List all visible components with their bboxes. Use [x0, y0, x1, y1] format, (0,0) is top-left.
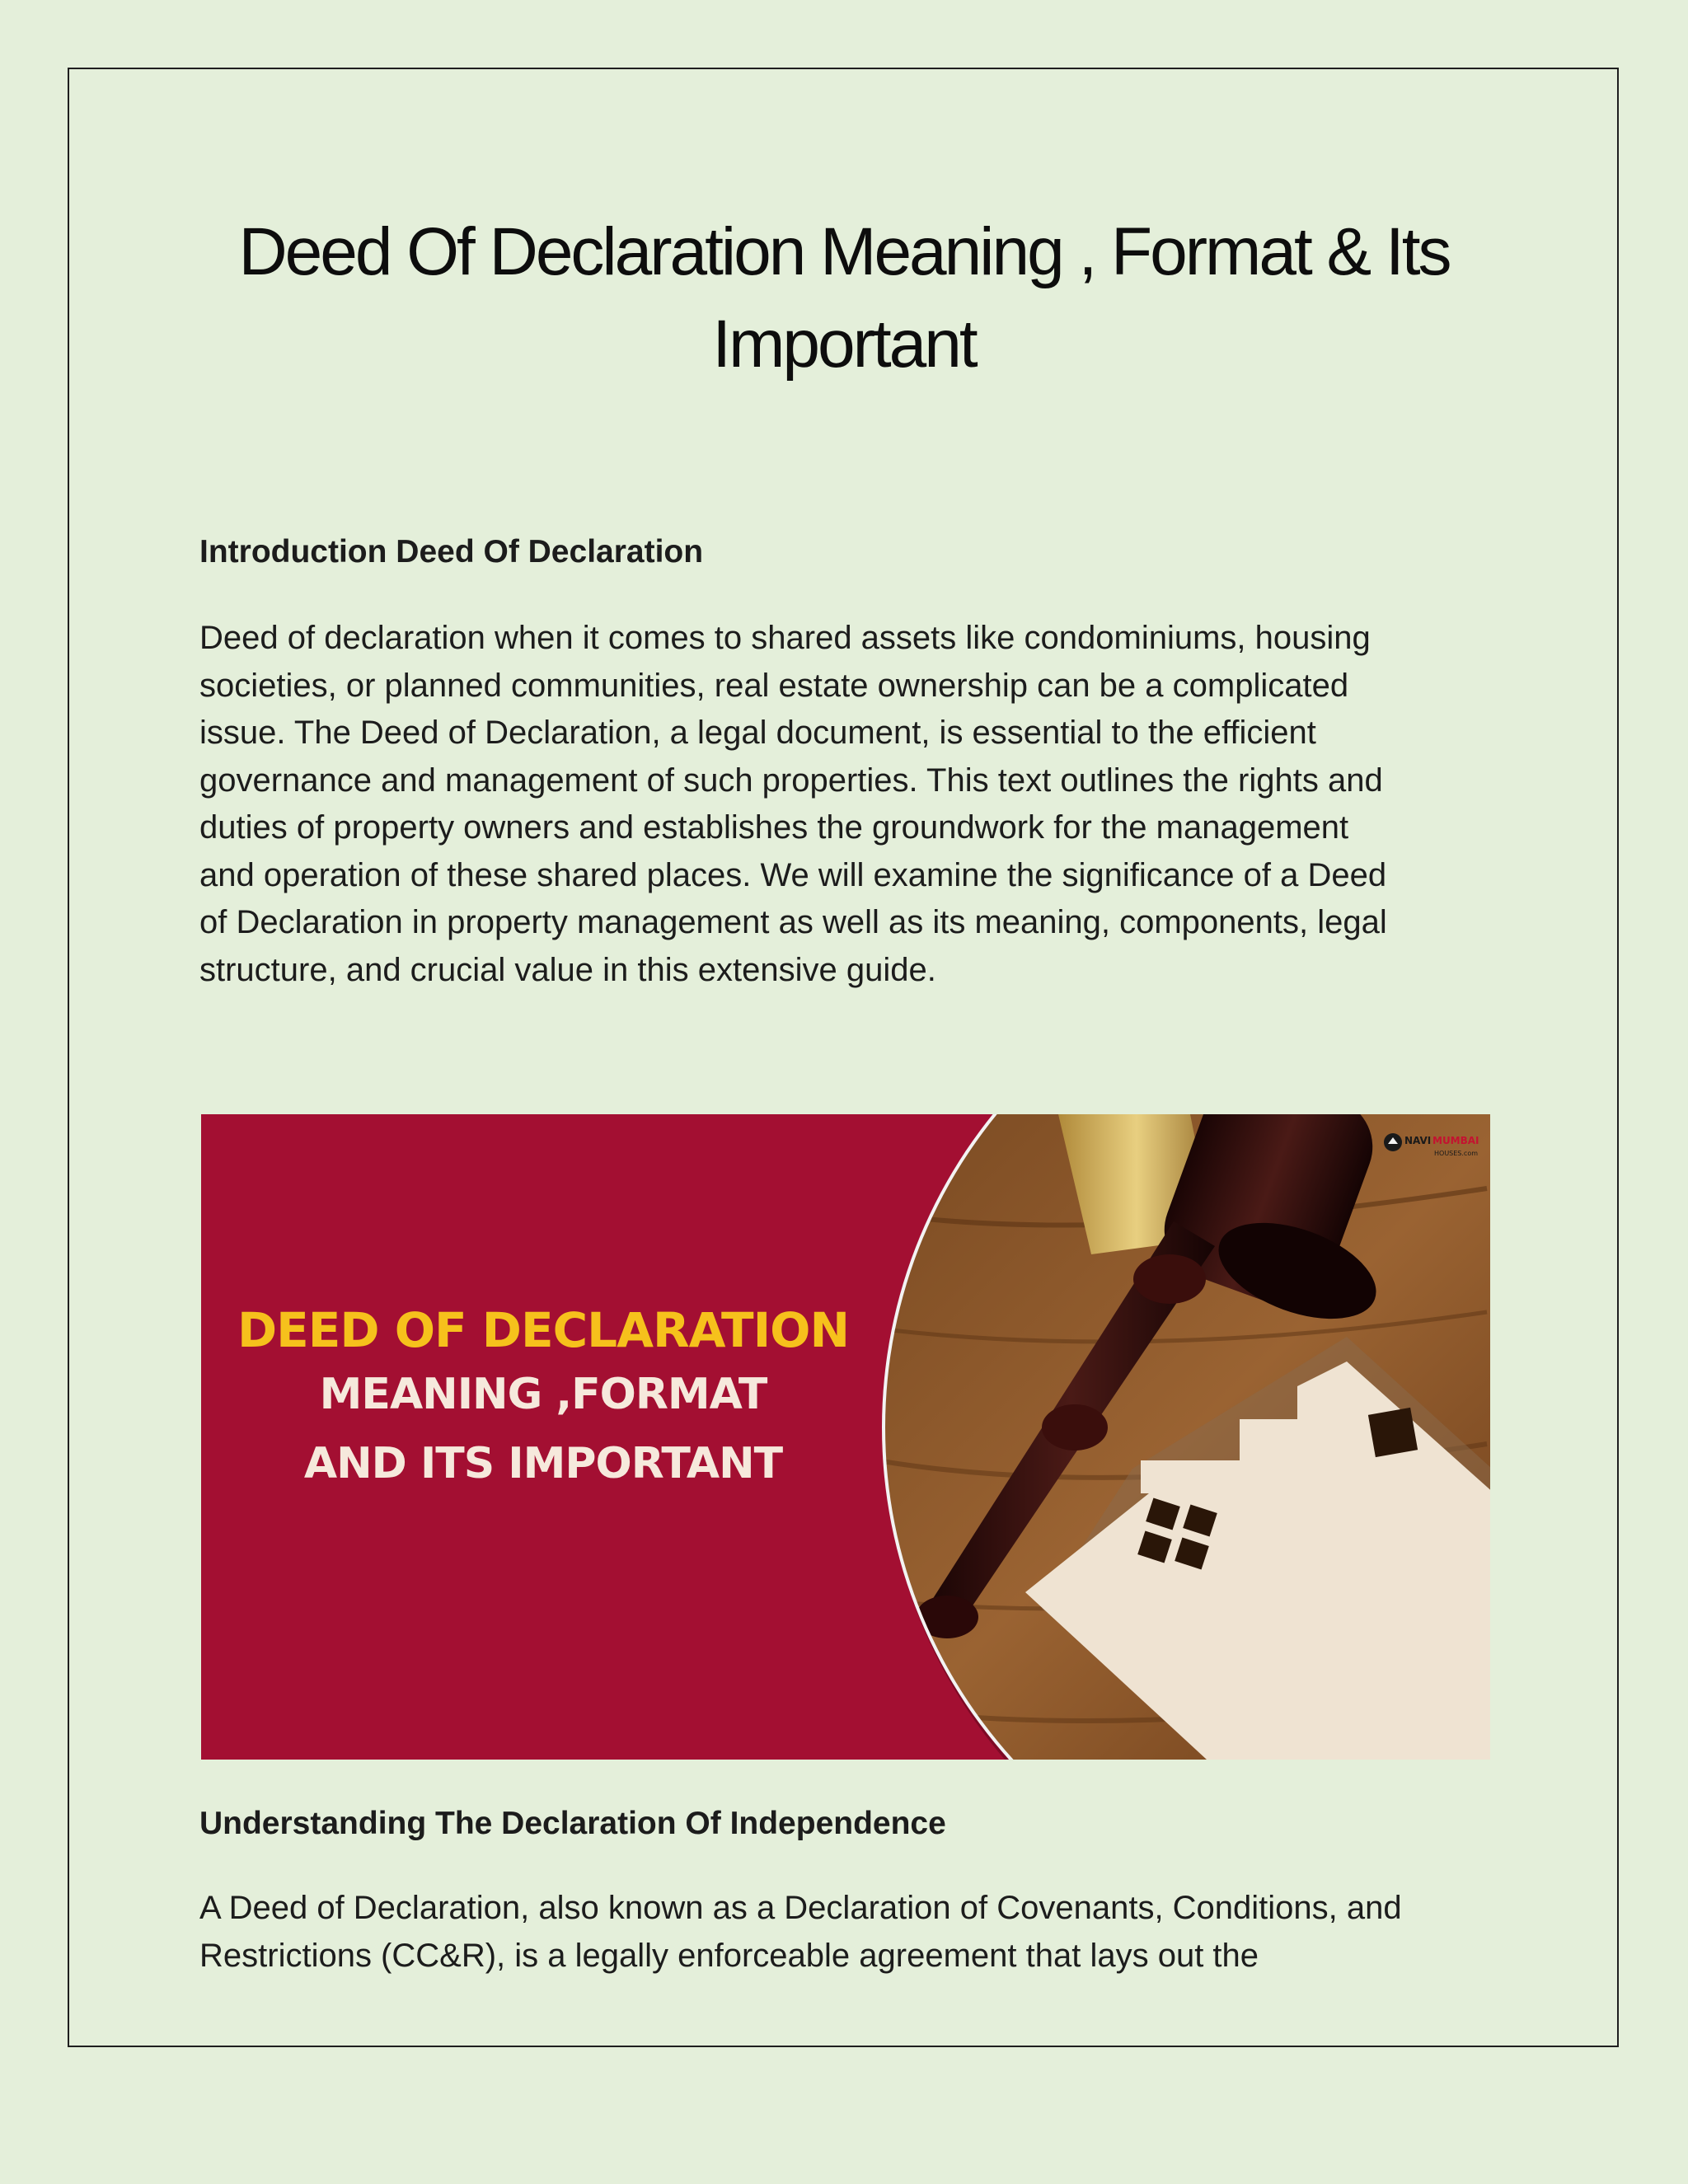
paragraph-line: and operation of these shared places. We will examine the significance of a Deed	[199, 856, 1387, 893]
intro-paragraph	[199, 615, 1518, 994]
logo-text-mumbai: MUMBAI	[1432, 1135, 1479, 1146]
paragraph-line: governance and management of such properties. This text outlines the rights and	[199, 762, 1383, 799]
paragraph-line: of Declaration in property management as well as its meaning, components, legal	[199, 904, 1387, 940]
paragraph-line: A Deed of Declaration, also known as a Declaration of Covenants, Conditions, and	[199, 1890, 1402, 1926]
hero-subline-1: MEANING ,FORMAT	[319, 1370, 767, 1419]
navimumbai-logo	[1383, 1126, 1482, 1162]
understanding-paragraph	[199, 1885, 1518, 1980]
title-line-2: Important	[712, 307, 976, 382]
paragraph-line: Restrictions (CC&R), is a legally enforceable agreement that lays out the	[199, 1937, 1259, 1974]
hero-image	[201, 1114, 1490, 1760]
section-heading-introduction: Introduction Deed Of Declaration	[199, 534, 704, 569]
document-title	[0, 206, 1688, 391]
logo-text-navi: NAVI	[1404, 1135, 1432, 1146]
paragraph-line: societies, or planned communities, real estate ownership can be a complicated	[199, 667, 1349, 704]
section-heading-understanding: Understanding The Declaration Of Independence	[199, 1806, 946, 1841]
paragraph-line: issue. The Deed of Declaration, a legal document, is essential to the efficient	[199, 715, 1316, 751]
paragraph-line: structure, and crucial value in this extensive guide.	[199, 951, 936, 988]
title-line-1: Deed Of Declaration Meaning , Format & Its	[238, 214, 1450, 289]
hero-text-block	[201, 1114, 885, 1760]
paragraph-line: duties of property owners and establishes the groundwork for the management	[199, 809, 1349, 846]
paragraph-line: Deed of declaration when it comes to shared assets like condominiums, housing	[199, 620, 1371, 656]
logo-text-houses: HOUSES.com	[1434, 1150, 1479, 1157]
hero-subline-2: AND ITS IMPORTANT	[303, 1439, 783, 1488]
hero-headline: DEED OF DECLARATION	[237, 1302, 850, 1358]
